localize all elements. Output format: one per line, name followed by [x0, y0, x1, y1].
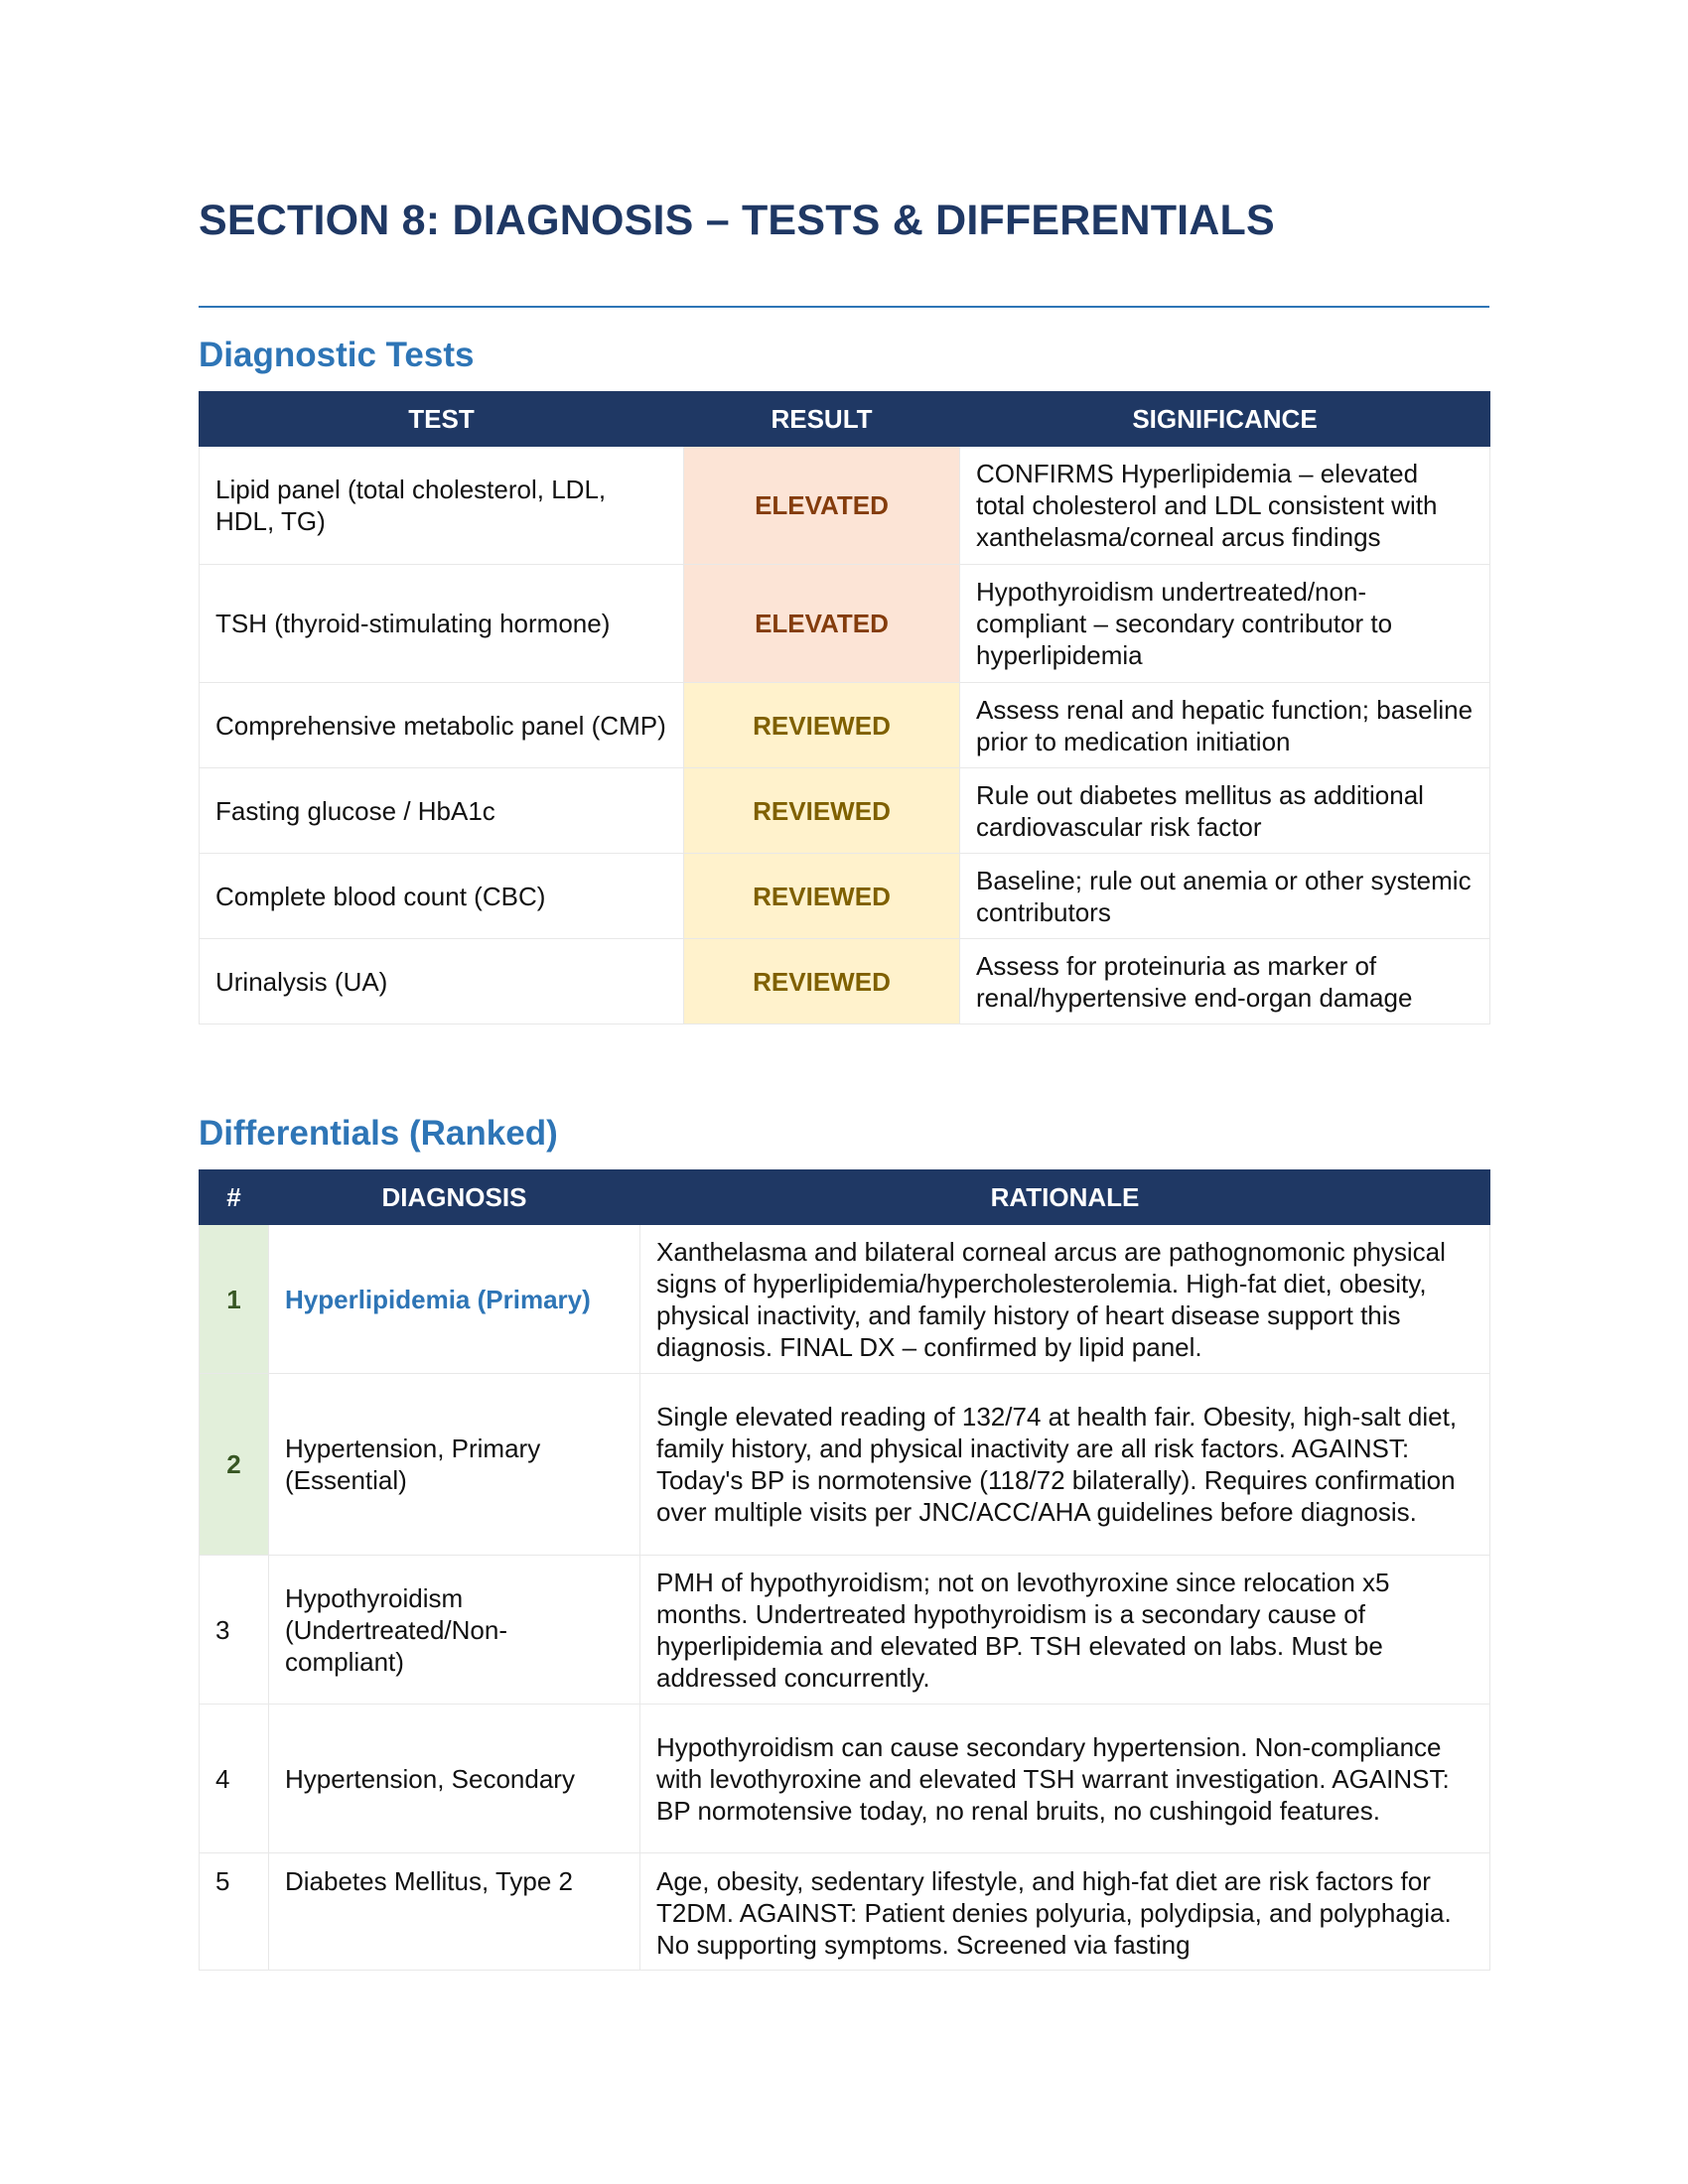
test-significance: Assess for proteinuria as marker of renal/hypertensive end-organ damage: [960, 939, 1490, 1024]
diagnosis-name: Diabetes Mellitus, Type 2: [269, 1853, 640, 1971]
table-row: [200, 1853, 1490, 1971]
table-row: [200, 565, 1490, 683]
diagnosis-name: Hypertension, Secondary: [269, 1705, 640, 1853]
column-header-rationale: RATIONALE: [640, 1170, 1490, 1225]
diagnosis-rationale: Hypothyroidism can cause secondary hypertension. Non-compliance with levothyroxine and elevated TSH warrant investigation. AGAINST: BP normotensive today, no renal bruits, no cushingoid features.: [640, 1705, 1490, 1853]
diagnosis-name: Hyperlipidemia (Primary): [269, 1225, 640, 1374]
result-badge: REVIEWED: [684, 854, 960, 939]
table-row: [200, 939, 1490, 1024]
rank-number: 1: [200, 1225, 269, 1374]
result-badge: REVIEWED: [684, 939, 960, 1024]
test-significance: Rule out diabetes mellitus as additional cardiovascular risk factor: [960, 768, 1490, 854]
table-row: [200, 1556, 1490, 1705]
diagnosis-rationale: Single elevated reading of 132/74 at health fair. Obesity, high-salt diet, family history, and physical inactivity are all risk factors. AGAINST: Today's BP is normotensive (118/72 bilaterally). Requires confirmation over multiple visits per JNC/ACC/AHA guidelines before diagnosis.: [640, 1374, 1490, 1556]
result-badge: ELEVATED: [684, 565, 960, 683]
test-significance: Baseline; rule out anemia or other systemic contributors: [960, 854, 1490, 939]
diagnosis-rationale: PMH of hypothyroidism; not on levothyroxine since relocation x5 months. Undertreated hypothyroidism is a secondary cause of hyperlipidemia and elevated BP. TSH elevated on labs. Must be addressed concurrently.: [640, 1556, 1490, 1705]
diagnosis-name: Hypertension, Primary (Essential): [269, 1374, 640, 1556]
column-header-diagnosis: DIAGNOSIS: [269, 1170, 640, 1225]
table-row: [200, 1225, 1490, 1374]
table-row: [200, 1374, 1490, 1556]
test-name: Comprehensive metabolic panel (CMP): [200, 683, 684, 768]
rank-number: 4: [200, 1705, 269, 1853]
test-name: Complete blood count (CBC): [200, 854, 684, 939]
table-header-row: [200, 1170, 1490, 1225]
result-badge: REVIEWED: [684, 768, 960, 854]
diagnostic-tests-heading: Diagnostic Tests: [199, 336, 475, 374]
test-name: TSH (thyroid-stimulating hormone): [200, 565, 684, 683]
differentials-heading: Differentials (Ranked): [199, 1114, 558, 1153]
result-badge: REVIEWED: [684, 683, 960, 768]
test-significance: Hypothyroidism undertreated/non-compliant – secondary contributor to hyperlipidemia: [960, 565, 1490, 683]
diagnosis-rationale: Age, obesity, sedentary lifestyle, and high-fat diet are risk factors for T2DM. AGAINST: Patient denies polyuria, polydipsia, and polyphagia. No supporting symptoms. Screened via fasting: [640, 1853, 1490, 1971]
test-significance: Assess renal and hepatic function; baseline prior to medication initiation: [960, 683, 1490, 768]
test-name: Lipid panel (total cholesterol, LDL, HDL, TG): [200, 447, 684, 565]
diagnostic-tests-table: [199, 391, 1490, 1024]
title-divider: [199, 306, 1489, 308]
table-row: [200, 683, 1490, 768]
rank-number: 3: [200, 1556, 269, 1705]
test-significance: CONFIRMS Hyperlipidemia – elevated total cholesterol and LDL consistent with xanthelasma/corneal arcus findings: [960, 447, 1490, 565]
column-header-significance: SIGNIFICANCE: [960, 392, 1490, 447]
differentials-table: [199, 1169, 1490, 1971]
table-row: [200, 854, 1490, 939]
result-badge: ELEVATED: [684, 447, 960, 565]
table-row: [200, 447, 1490, 565]
column-header-rank: #: [200, 1170, 269, 1225]
diagnosis-rationale: Xanthelasma and bilateral corneal arcus are pathognomonic physical signs of hyperlipidemia/hypercholesterolemia. High-fat diet, obesity, physical inactivity, and family history of heart disease support this diagnosis. FINAL DX – confirmed by lipid panel.: [640, 1225, 1490, 1374]
test-name: Fasting glucose / HbA1c: [200, 768, 684, 854]
rank-number: 5: [200, 1853, 269, 1971]
table-row: [200, 768, 1490, 854]
column-header-result: RESULT: [684, 392, 960, 447]
table-header-row: [200, 392, 1490, 447]
section-title: SECTION 8: DIAGNOSIS – TESTS & DIFFERENTIALS: [199, 197, 1275, 244]
rank-number: 2: [200, 1374, 269, 1556]
table-row: [200, 1705, 1490, 1853]
diagnosis-name: Hypothyroidism (Undertreated/Non-compliant): [269, 1556, 640, 1705]
test-name: Urinalysis (UA): [200, 939, 684, 1024]
column-header-test: TEST: [200, 392, 684, 447]
